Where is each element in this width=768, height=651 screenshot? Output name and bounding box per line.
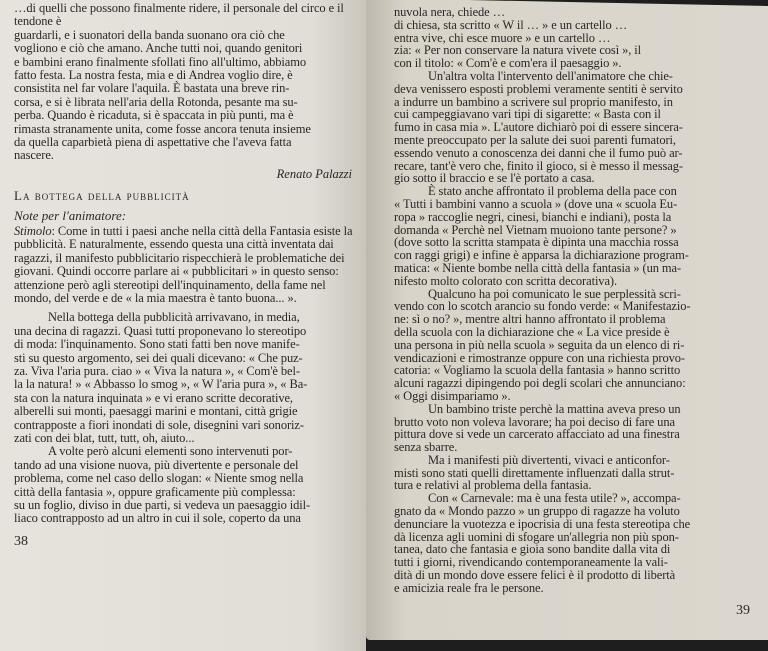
text-line: mente preoccupato per la salute dei suoi parenti fumatori, xyxy=(394,132,676,147)
text-line: Con « Carnevale: ma è una festa utile? », accompa- xyxy=(428,491,681,506)
text-line: misti sono stati quelli direttamente influenzati dalla strut- xyxy=(394,465,675,480)
stimolo-line: ragazzi, il manifesto pubblicitario rispecchierà le problematiche dei xyxy=(14,250,345,265)
text-line: « Oggi disimpariamo ». xyxy=(394,388,511,403)
text-line: e bambini erano finalmente sfollati fino all'ultimo, abbiamo xyxy=(14,54,307,69)
text-line: consistita nel far volare l'aquila. È bastata una breve rin- xyxy=(14,81,290,96)
text-line: « Tutti i bambini vanno a scuola » (dove una « scuola Eu- xyxy=(394,196,678,211)
text-line: È stato anche affrontato il problema della pace con xyxy=(428,184,677,199)
text-line: matica: « Niente bombe nella città della fantasia » (un ma- xyxy=(394,260,682,275)
text-line: con raggi grigi) e infine è apparsa la dichiarazione program- xyxy=(394,248,689,263)
text-line: gnato da « Mondo pazzo » un gruppo di ragazze ha voluto xyxy=(394,504,680,519)
text-line: fumo in casa mia ». L'autore dichiarò poi di essere sincera- xyxy=(394,120,683,135)
text-line: liaco contrapposto ad un altro in cui il sole, coperto da una xyxy=(14,511,301,526)
stimolo-line: attenzione però agli stereotipi dell'inquinamento, della fame nel xyxy=(14,277,326,292)
text-line: problema, come nel caso dello slogan: « Niente smog nella xyxy=(14,471,304,486)
text-line: vendo con lo scotch arancio su fondo verde: « Manifestazio- xyxy=(394,299,691,314)
text-line: denunciare la vuotezza e ipocrisia di una festa stereotipa che xyxy=(394,516,691,531)
stimolo-text: : Come in tutti i paesi anche nella città della Fantasia esiste la xyxy=(51,223,353,238)
text-line: A volte però alcuni elementi sono intervenuti por- xyxy=(48,444,293,459)
text-line: gio sotto il braccio e se l'è portato a casa. xyxy=(394,171,595,186)
text-line: di moda: l'inquinamento. Sono stati fatti ben nove manife- xyxy=(14,337,300,352)
stimolo-line: pubblicità. E naturalmente, essendo questa una città inventata dai xyxy=(14,237,334,252)
text-line: vendicazioni e rimostranze oppure con una richiesta provo- xyxy=(394,350,685,365)
text-line: za. Viva l'aria pura. ciao » « Viva la natura », « Com'è bel- xyxy=(14,363,300,378)
right-page xyxy=(366,0,768,640)
text-line: ropa » raccoglie negri, cinesi, bianchi e indiani), posta la xyxy=(394,209,672,224)
text-line: vogliono e ciò che amano. Anche tutti noi, quando genitori xyxy=(14,41,303,56)
text-line: brutto voto non voleva lavorare; ha poi deciso di fare una xyxy=(394,414,675,429)
left-page xyxy=(0,0,366,651)
text-line: dà licenza agli uomini di sfogare un'allegria non più spon- xyxy=(394,529,679,544)
text-line: entra vive, chi esce muore » e un cartello … xyxy=(394,30,611,45)
text-line: sta con la natura inquinata » e vi erano scritte decorative, xyxy=(14,390,293,405)
previous-text-ending xyxy=(14,2,358,163)
text-line: e amicizia reale fra le persone. xyxy=(394,580,544,595)
stimolo-line: mondo, del verde e de « la mia maestra è tanto buona... ». xyxy=(14,290,297,305)
text-line: zia: « Per non conservare la natura vivete così », il xyxy=(394,43,642,58)
text-line: ne: sì o no? », mentre altri hanno affrontato il problema xyxy=(394,312,666,327)
text-line: Un'altra volta l'intervento dell'animatore che chie- xyxy=(428,68,673,83)
text-line: da quella caparbietà piena di aspettative che l'aveva fatta xyxy=(14,135,292,150)
page-number-left: 38 xyxy=(14,533,28,549)
text-line: contrapposte a fiori inondati di sole, disegnini vari sonoriz- xyxy=(14,417,304,432)
text-line: di chiesa, sta scritto « W il … » e un cartello … xyxy=(394,17,628,32)
notes-label: Note per l'animatore: xyxy=(14,207,127,223)
text-line: con il titolo: « Com'è e com'era il paesaggio ». xyxy=(394,56,622,71)
text-line: alcuni ragazzi dipingendo poi degli scolari che annunciano: xyxy=(394,376,686,391)
text-line: su un foglio, diviso in due parti, si vedeva un paesaggio idil- xyxy=(14,498,311,512)
text-line: deva venissero esposti problemi veramente sentiti è servito xyxy=(394,81,683,96)
text-line: alberelli sui monti, paesaggi marini e montani, città grigie xyxy=(14,404,298,419)
author-signature: Renato Palazzi xyxy=(276,166,352,181)
text-line: nifesto molto colorato con scritta decorativa). xyxy=(394,273,617,288)
text-line: fatto festa. La nostra festa, mia e di Andrea voglio dire, è xyxy=(14,68,293,83)
text-line: tutti i giorni, rivendicando contemporaneamente la vali- xyxy=(394,555,668,570)
text-line: pittura dove si vede un carcerato affacciato ad una finestra xyxy=(394,427,680,442)
text-line: catoria: « Vogliamo la scuola della fantasia » hanno scritto xyxy=(394,363,681,378)
text-line: dità di un mondo dove essere felici è il prodotto di libertà xyxy=(394,568,676,583)
page-number-right: 39 xyxy=(736,602,750,618)
left-body-text xyxy=(14,311,358,526)
text-line: sti su questo argomento, sei dei quali dicevano: « Che puz- xyxy=(14,350,303,365)
text-line: …di quelli che possono finalmente ridere, il personale del circo e il tendone è xyxy=(14,1,344,29)
text-line: una decina di ragazzi. Quasi tutti proponevano lo stereotipo xyxy=(14,323,307,338)
text-line: città della fantasia », oppure graficamente più complessa: xyxy=(14,484,296,499)
text-line: una persona in più nella scuola » seguita da un elenco di ri- xyxy=(394,337,685,352)
text-line: della scuola con la dichiarazione che « La vice preside è xyxy=(394,324,670,339)
text-line: senza sbarre. xyxy=(394,440,458,455)
text-line: Un bambino triste perchè la mattina aveva preso un xyxy=(428,401,681,416)
text-line: (dove sotto la scritta stampata è dipinta una macchia rossa xyxy=(394,235,679,250)
text-line: essendo venuto a conoscenza dei danni che il fumo può ar- xyxy=(394,145,683,160)
stimolo-label: Stimolo xyxy=(14,223,52,238)
stimolo-note xyxy=(14,225,358,305)
text-line: nascere. xyxy=(14,148,54,163)
text-line: perba. Quando è ricaduta, si è spaccata in più punti, ma è xyxy=(14,108,294,123)
text-line: la la natura! » « Abbasso lo smog », « W l'aria pura », « Ba- xyxy=(14,377,308,392)
text-line: a indurre un bambino a scrivere sul proprio manifesto, in xyxy=(394,94,673,109)
text-line: cui campeggiavano vari tipi di sigarette: « Basta con il xyxy=(394,107,661,122)
section-heading: La bottega della pubblicità xyxy=(14,187,190,203)
right-body-text xyxy=(394,6,750,595)
text-line: guardarli, e i suonatori della banda suonano ora ciò che xyxy=(14,27,285,42)
text-line: corsa, e si è librata nell'aria della Rotonda, pesante ma su- xyxy=(14,94,298,109)
text-line: recare, tant'è vero che, finito il gioco, si è messo il messag- xyxy=(394,158,683,173)
text-line: nuvola nera, chiede … xyxy=(394,5,506,19)
text-line: rimasta stranamente unita, come fosse ancora tenuta insieme xyxy=(14,121,311,136)
text-line: zati con dei blat, tutt, tutt, oh, aiuto... xyxy=(14,430,195,445)
text-line: domanda « Perchè nel Vietnam muoiono tante persone? » xyxy=(394,222,677,237)
text-line: tura e relativi al problema della fantasia. xyxy=(394,478,592,493)
text-line: Qualcuno ha poi comunicato le sue perplessità scri- xyxy=(428,286,681,301)
text-line: tanea, dato che fantasia e gioia sono bandite dalla vita di xyxy=(394,542,671,557)
stimolo-line xyxy=(14,225,358,238)
text-line: tando ad una visione nuova, più divertente e personale del xyxy=(14,457,299,472)
stimolo-line: giovani. Quindi occorre parlare ai « pubblicitari » in questo senso: xyxy=(14,264,339,279)
text-line: Ma i manifesti più divertenti, vivaci e anticonfor- xyxy=(428,452,670,467)
text-line: Nella bottega della pubblicità arrivavano, in media, xyxy=(48,310,300,325)
